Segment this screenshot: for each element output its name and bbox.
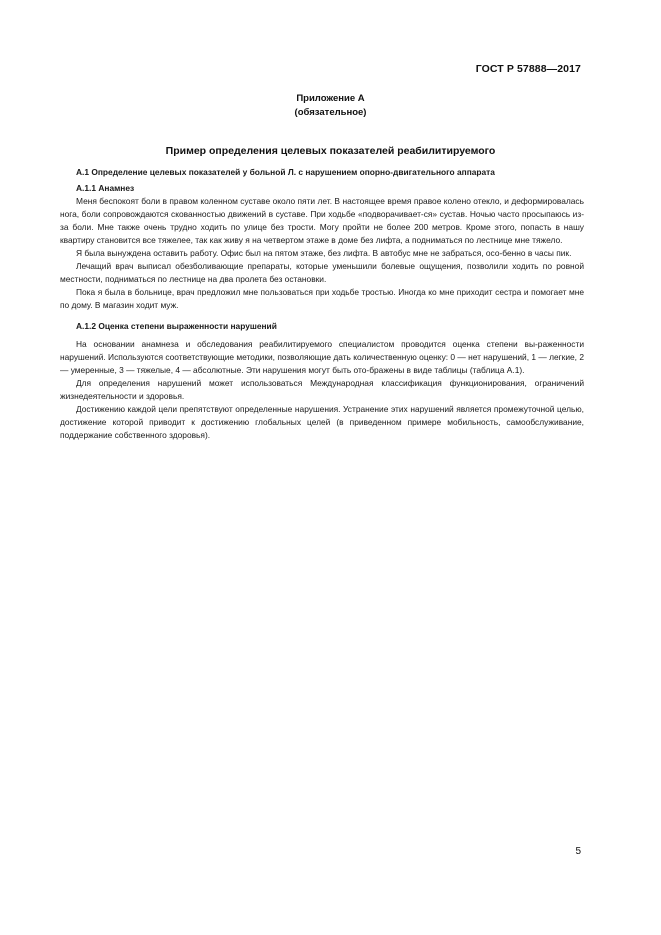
paragraph: Достижению каждой цели препятствуют определенные нарушения. Устранение этих нарушений является промежуточной целью, достижение которой приводит к достижению глобальных целей (в приведенном примере мобильность, самообслуживание, поддержание собственного здоровья). <box>60 404 584 440</box>
section-a12-heading: А.1.2 Оценка степени выраженности нарушений <box>76 321 277 331</box>
section-a11-heading: А.1.1 Анамнез <box>76 183 135 193</box>
annex-status: (обязательное) <box>294 107 367 118</box>
paragraph: Для определения нарушений может использоваться Международная классификация функционирования, ограничений жизнедеятельности и здоровья. <box>60 378 584 401</box>
section-a1-heading: А.1 Определение целевых показателей у больной Л. с нарушением опорно-двигательного аппарата <box>76 167 495 177</box>
standard-number: ГОСТ Р 57888—2017 <box>475 63 581 75</box>
paragraph: Лечащий врач выписал обезболивающие препараты, которые уменьшили болевые ощущения, позволили ходить по ровной местности, подниматься по лестнице на два пролета без остановки. <box>60 261 584 284</box>
page-number: 5 <box>575 846 581 857</box>
paragraph: Я была вынуждена оставить работу. Офис был на пятом этаже, без лифта. В автобус мне не забраться, осо-бенно в часы пик. <box>76 248 572 258</box>
paragraph: Меня беспокоят боли в правом коленном суставе около пяти лет. В настоящее время правое колено отекло, и деформировалась нога, боли сопровождаются скованностью движений в суставе. При ходьбе «подворачивает-ся» сустав. Ночью часто просыпаюсь из-за боли. Мне также очень трудно ходить по улице без трости. Могу пройти не более 200 метров. Кроме этого, попасть в нашу квартиру становится все тяжелее, так как живу я на четвертом этаже в доме без лифта, а подниматься по лестнице мне тяжело. <box>60 196 584 245</box>
document-title: Пример определения целевых показателей реабилитируемого <box>165 145 496 157</box>
annex-title: Приложение А <box>296 93 365 104</box>
paragraph: На основании анамнеза и обследования реабилитируемого специалистом проводится оценка степени вы-раженности нарушений. Используются соответствующие методики, позволяющие дать количественную оценку: 0 — нет нарушений, 1 — легкие, 2 — умеренные, 3 — тяжелые, 4 — абсолютные. Эти нарушения могут быть ото-бражены в виде таблицы (таблица А.1). <box>60 339 584 375</box>
document-body <box>60 166 584 442</box>
paragraph: Пока я была в больнице, врач предложил мне пользоваться при ходьбе тростью. Иногда ко мне приходит сестра и помогает мне по дому. В магазин ходит муж. <box>60 287 584 310</box>
